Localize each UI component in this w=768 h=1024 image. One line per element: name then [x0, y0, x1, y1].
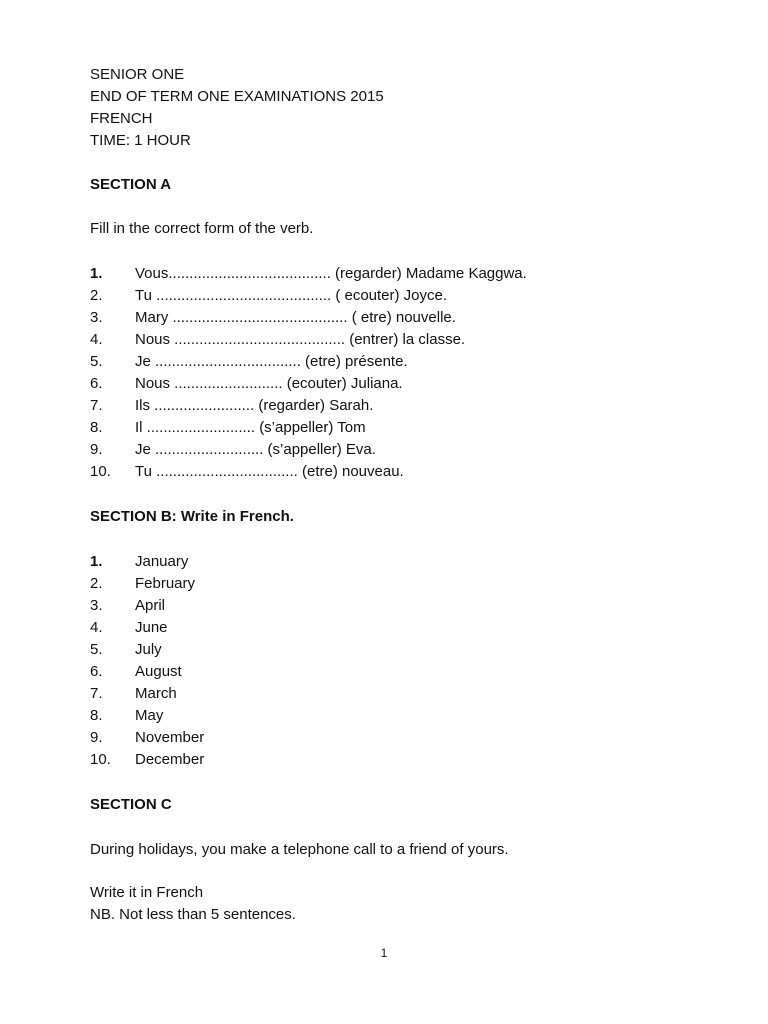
- item-text: February: [135, 575, 196, 592]
- section-b-title: SECTION B: Write in French.: [90, 508, 294, 525]
- section-c: [90, 794, 172, 816]
- item-text: Je .......................... (s’appeller) Eva.: [135, 441, 376, 458]
- item-text: Je ................................... (etre) présente.: [135, 353, 408, 370]
- item-text: Tu .......................................... ( ecouter) Joyce.: [135, 287, 448, 304]
- item-text: Nous ......................................... (entrer) la classe.: [135, 331, 466, 348]
- item-text: March: [135, 685, 177, 702]
- item-text: December: [135, 751, 205, 768]
- list-item: [90, 329, 690, 351]
- class-level: SENIOR ONE: [90, 66, 185, 83]
- exam-header: [90, 64, 384, 152]
- item-number: 8.: [90, 419, 103, 436]
- item-text: Tu .................................. (etre) nouveau.: [135, 463, 404, 480]
- list-item: [90, 749, 490, 771]
- item-number: 3.: [90, 597, 103, 614]
- list-item: [90, 307, 690, 329]
- section-a-list: [90, 263, 690, 483]
- item-text: Nous .......................... (ecouter) Juliana.: [135, 375, 403, 392]
- item-number: 4.: [90, 331, 103, 348]
- time-allowed: TIME: 1 HOUR: [90, 132, 191, 149]
- list-item: [90, 263, 690, 285]
- item-number: 4.: [90, 619, 103, 636]
- item-number: 6.: [90, 375, 103, 392]
- list-item: [90, 661, 490, 683]
- list-item: [90, 285, 690, 307]
- section-b-list: [90, 551, 490, 771]
- list-item: [90, 727, 490, 749]
- section-c-instruction-2: NB. Not less than 5 sentences.: [90, 906, 296, 923]
- list-item: [90, 595, 490, 617]
- item-text: July: [135, 641, 162, 658]
- section-a-title: SECTION A: [90, 176, 172, 193]
- section-b: [90, 506, 294, 528]
- item-text: Vous....................................... (regarder) Madame Kaggwa.: [135, 265, 527, 282]
- page-number: 1: [380, 946, 388, 960]
- item-text: January: [135, 553, 189, 570]
- section-c-instruction-1: Write it in French: [90, 884, 204, 901]
- list-item: [90, 683, 490, 705]
- list-item: [90, 373, 690, 395]
- item-number: 7.: [90, 685, 103, 702]
- list-item: [90, 351, 690, 373]
- subject: FRENCH: [90, 110, 153, 127]
- section-a-instruction: Fill in the correct form of the verb.: [90, 220, 314, 237]
- item-text: Mary .......................................... ( etre) nouvelle.: [135, 309, 456, 326]
- exam-title: END OF TERM ONE EXAMINATIONS 2015: [90, 88, 384, 105]
- item-number: 10.: [90, 463, 111, 480]
- list-item: [90, 439, 690, 461]
- item-number: 9.: [90, 441, 103, 458]
- list-item: [90, 639, 490, 661]
- list-item: [90, 573, 490, 595]
- section-c-title: SECTION C: [90, 796, 172, 813]
- item-number: 6.: [90, 663, 103, 680]
- item-text: April: [135, 597, 166, 614]
- list-item: [90, 705, 490, 727]
- section-a: [90, 174, 171, 196]
- list-item: [90, 617, 490, 639]
- item-number: 5.: [90, 641, 103, 658]
- section-c-instructions: [90, 882, 296, 926]
- item-number: 5.: [90, 353, 103, 370]
- item-number: 9.: [90, 729, 103, 746]
- item-text: Il .......................... (s’appeller) Tom: [135, 419, 366, 436]
- item-number: 3.: [90, 309, 103, 326]
- list-item: [90, 551, 490, 573]
- item-number: 1.: [90, 553, 103, 570]
- section-a-instruction-block: [90, 218, 313, 240]
- item-number: 2.: [90, 287, 103, 304]
- item-number: 8.: [90, 707, 103, 724]
- item-number: 10.: [90, 751, 111, 768]
- item-number: 7.: [90, 397, 103, 414]
- item-text: June: [135, 619, 168, 636]
- list-item: [90, 461, 690, 483]
- item-number: 2.: [90, 575, 103, 592]
- item-text: Ils ........................ (regarder) Sarah.: [135, 397, 374, 414]
- item-text: November: [135, 729, 205, 746]
- list-item: [90, 417, 690, 439]
- item-number: 1.: [90, 265, 103, 282]
- section-c-prompt-block: [90, 839, 509, 861]
- list-item: [90, 395, 690, 417]
- item-text: August: [135, 663, 182, 680]
- item-text: May: [135, 707, 164, 724]
- section-c-prompt: During holidays, you make a telephone call to a friend of yours.: [90, 841, 509, 858]
